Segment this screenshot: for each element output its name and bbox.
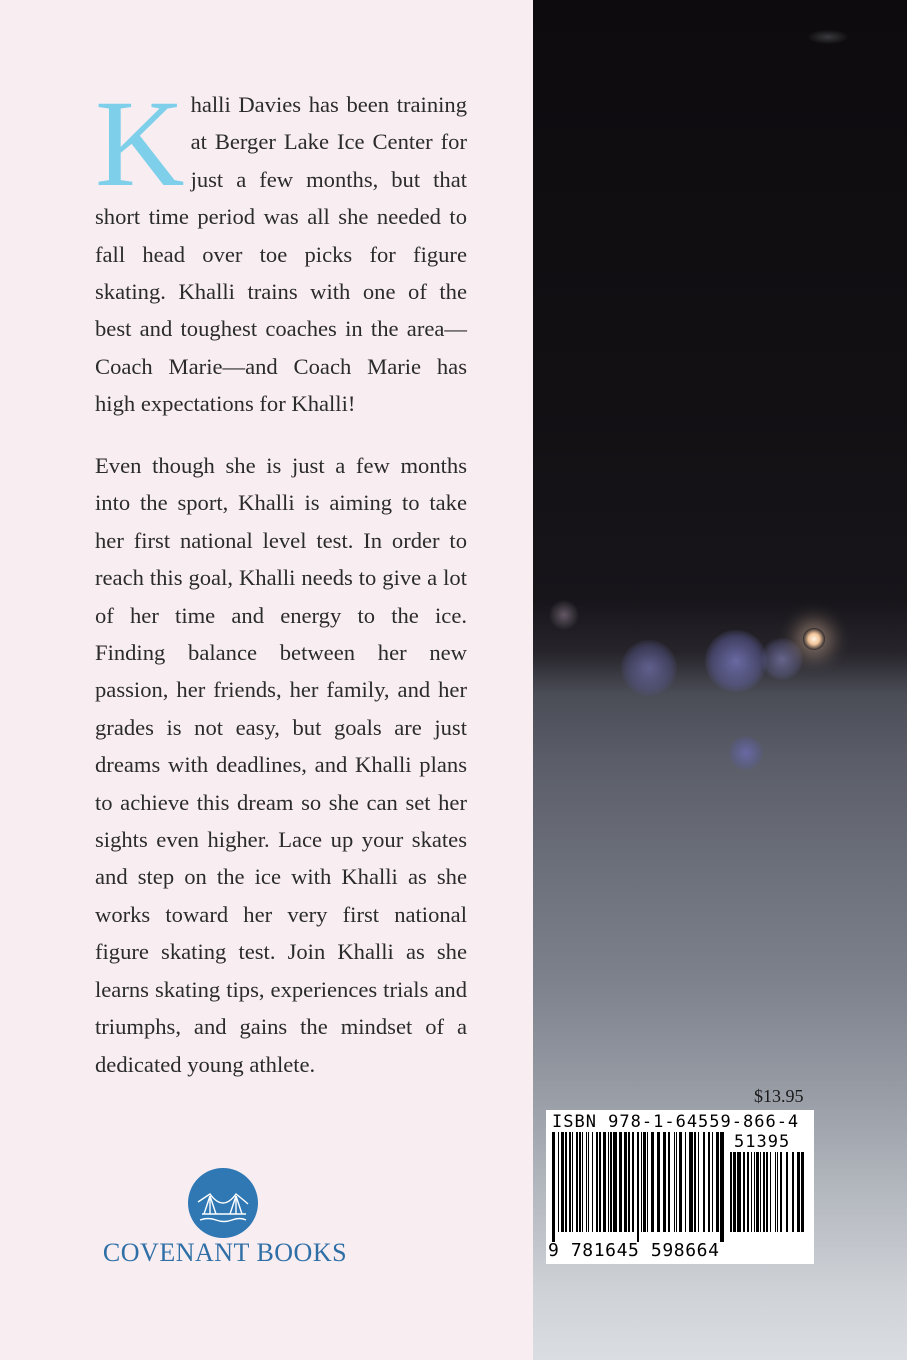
blurb-paragraph-1 [95, 75, 467, 423]
lens-flare [761, 638, 803, 680]
lens-flare [549, 600, 579, 630]
lens-flare [729, 736, 763, 770]
publisher-name: COVENANT BOOKS [102, 1238, 348, 1267]
drop-cap: K [95, 75, 185, 212]
isbn-number: ISBN 978-1-64559-866-4 [552, 1112, 800, 1132]
lens-flare [621, 640, 677, 696]
ean-barcode-bars [552, 1132, 724, 1242]
blurb-paragraph-1-text: halli Davies has been training at Berger Lake Ice Center for just a few months, but that short time period was all she needed to fall head over toe picks for figure skating. Khalli trains with one of the best and toughest coaches in the area—Coach Marie—and Coach Marie has high expectations for Khalli! [95, 92, 467, 417]
isbn-barcode [546, 1110, 814, 1264]
addon-barcode-bars [730, 1152, 808, 1242]
ean-digits: 9 781645 598664 [548, 1240, 720, 1261]
price: $13.95 [754, 1086, 804, 1106]
price-code: 51395 [734, 1132, 791, 1152]
lens-flare [705, 630, 767, 692]
blurb-paragraph-2: Even though she is just a few months into the sport, Khalli is aiming to take her first national level test. In order to reach this goal, Khalli needs to give a lot of her time and energy to the ice. Finding balance between her new passion, her friends, her family, and her grades is not easy, but goals are just dreams with deadlines, and Khalli plans to achieve this dream so she can set her sights even higher. Lace up your skates and step on the ice with Khalli as she works toward her very first national figure skating test. Join Khalli as she learns skating tips, experiences trials and triumphs, and gains the mindset of a dedicated young athlete. [95, 453, 467, 1077]
bridge-icon [188, 1168, 258, 1238]
light-flare [803, 628, 825, 650]
ceiling-light [808, 30, 848, 44]
publisher-logo [188, 1168, 258, 1238]
